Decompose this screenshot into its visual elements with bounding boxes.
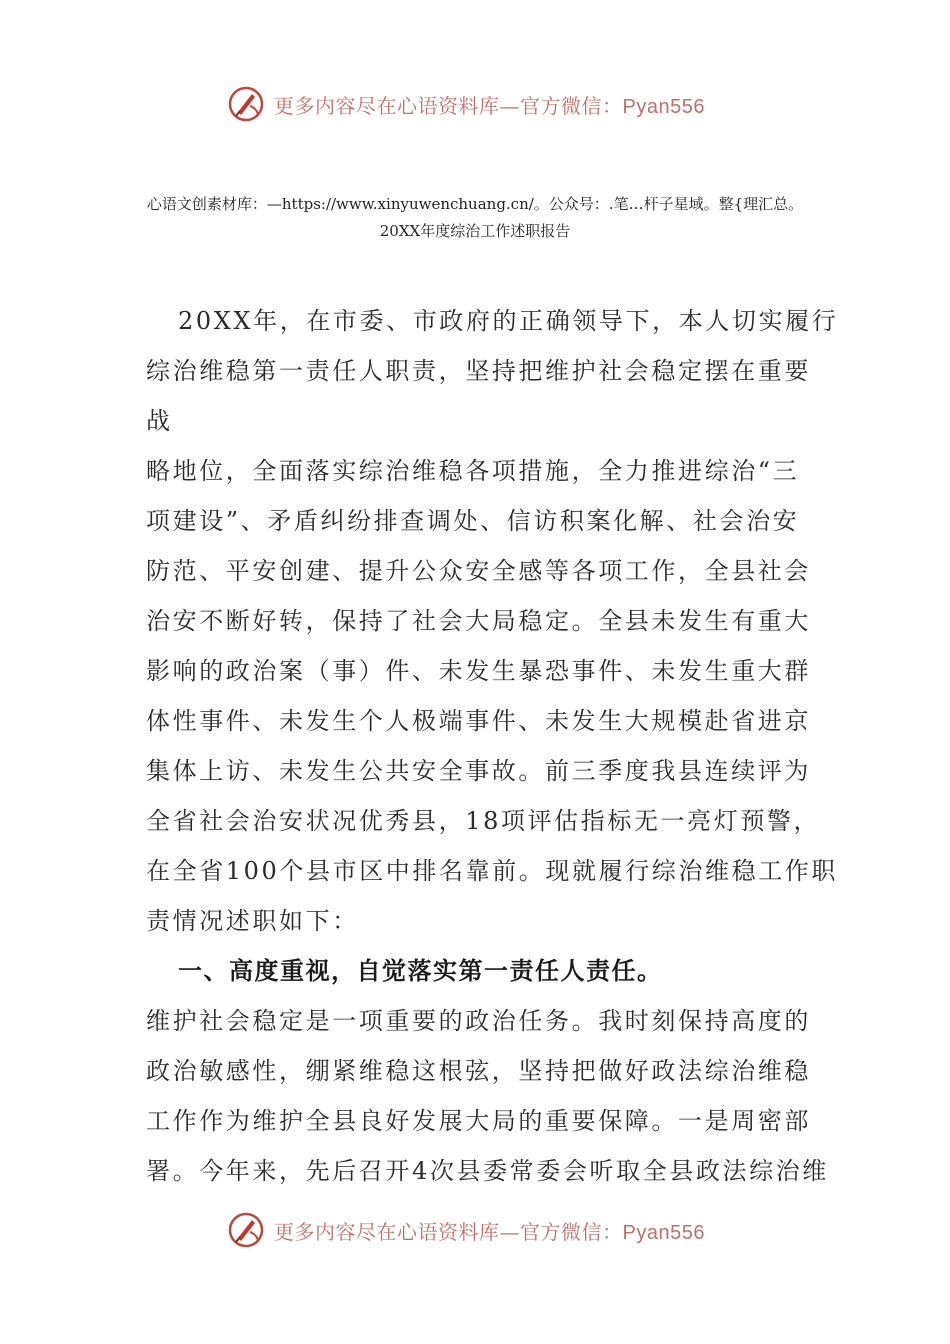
body-line: 防范、平安创建、提升公众安全感等各项工作，全县社会 [146, 557, 811, 585]
body-line: 集体上访、未发生公共安全事故。前三季度我县连续评为 [146, 757, 811, 785]
body-line: 责情况述职如下： [146, 907, 359, 935]
body-line: 战 [146, 407, 173, 435]
document-title: 20XX年度综治工作述职报告 [379, 222, 571, 240]
body-line: 综治维稳第一责任人职责，坚持把维护社会稳定摆在重要 [146, 357, 811, 385]
quill-pen-logo-icon [226, 84, 266, 124]
body-line: 在全省100个县市区中排名靠前。现就履行综治维稳工作职 [146, 857, 839, 885]
body-line: 体性事件、未发生个人极端事件、未发生大规模赴省进京 [146, 707, 811, 735]
wechat-id: Pyan556 [622, 1221, 705, 1244]
body-line: 略地位，全面落实综治维稳各项措施，全力推进综治“三 [146, 457, 800, 485]
quill-pen-logo-icon [226, 1210, 266, 1250]
banner-text: 更多内容尽在心语资料库—官方微信：Pyan556 [274, 1219, 705, 1244]
section-heading: 一、高度重视，自觉落实第一责任人责任。 [178, 957, 663, 985]
body-line: 政治敏感性，绷紧维稳这根弦，坚持把做好政法综治维稳 [146, 1057, 811, 1085]
body-line: 治安不断好转，保持了社会大局稳定。全县未发生有重大 [146, 607, 811, 635]
body-line: 工作作为维护全县良好发展大局的重要保障。一是周密部 [146, 1107, 811, 1135]
body-line: 20XX年，在市委、市政府的正确领导下，本人切实履行 [178, 307, 839, 335]
body-line: 项建设”、矛盾纠纷排查调处、信访积案化解、社会治安 [146, 507, 800, 535]
report-body [146, 296, 839, 1196]
top-watermark-banner [226, 82, 726, 126]
body-line: 署。今年来，先后召开4次县委常委会听取全县政法综治维 [146, 1157, 829, 1185]
body-line: 影响的政治案（事）件、未发生暴恐事件、未发生重大群 [146, 657, 811, 685]
bottom-watermark-banner [226, 1208, 726, 1252]
source-line: 心语文创素材库：—https://www.xinyuwenchuang.cn/。公众号：.笔…杆子星域。整{理汇总。 [146, 195, 804, 213]
banner-text: 更多内容尽在心语资料库—官方微信：Pyan556 [274, 93, 705, 118]
body-line: 维护社会稳定是一项重要的政治任务。我时刻保持高度的 [146, 1007, 811, 1035]
body-line: 全省社会治安状况优秀县，18项评估指标无一亮灯预警， [146, 807, 821, 835]
wechat-id: Pyan556 [622, 95, 705, 118]
